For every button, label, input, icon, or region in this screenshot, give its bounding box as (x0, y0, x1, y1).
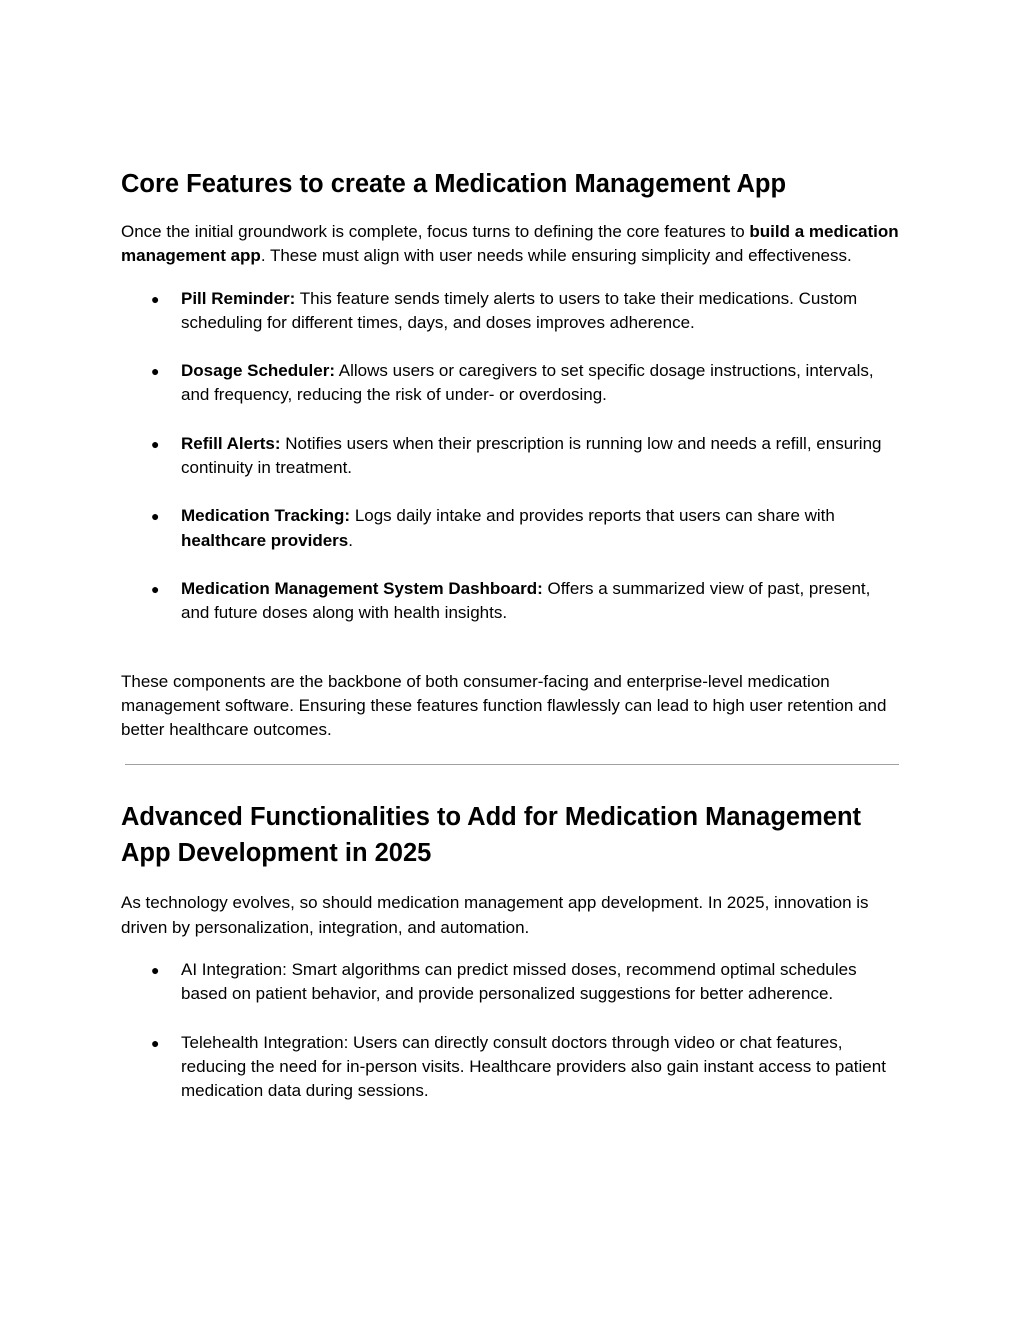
bullet-icon: ● (151, 580, 160, 597)
list-item-refill-alerts (121, 432, 903, 481)
list-item-label: Pill Reminder: (181, 288, 296, 308)
list-item-dosage-scheduler (121, 359, 903, 408)
list-item-label: Medication Tracking: (181, 506, 351, 526)
list-item-label: Refill Alerts: (181, 433, 281, 453)
list-item-dashboard (121, 577, 903, 626)
list-item-medication-tracking (121, 504, 903, 553)
intro-bold-phrase: build a medication management app (121, 222, 899, 266)
bullet-icon: ● (151, 508, 160, 525)
list-item-text: Logs daily intake and provides reports that users can share with (350, 506, 835, 526)
list-item-text: AI Integration: Smart algorithms can predict missed doses, recommend optimal schedules based on patient behavior, and provide personalized suggestions for better adherence. (181, 960, 857, 1004)
list-item-text: This feature sends timely alerts to users to take their medications. Custom scheduling for different times, days, and doses improves adherence. (181, 288, 858, 332)
bullet-icon: ● (151, 363, 160, 380)
intro-text-tail: . These must align with user needs while ensuring simplicity and effectiveness. (260, 246, 852, 266)
bullet-icon: ● (151, 290, 160, 307)
section-heading-core-features: Core Features to create a Medication Management App (121, 170, 787, 198)
bullet-icon: ● (151, 962, 160, 979)
list-item-label: Dosage Scheduler: (181, 361, 335, 381)
list-item-pill-reminder (121, 287, 903, 336)
bullet-icon: ● (151, 435, 160, 452)
list-item-bold-tail: healthcare providers (181, 530, 349, 550)
list-item-text: Allows users or caregivers to set specific dosage instructions, intervals, and frequency, reducing the risk of under- or overdosing. (181, 361, 874, 405)
list-item-text: Notifies users when their prescription is running low and needs a refill, ensuring continuity in treatment. (181, 433, 882, 478)
core-features-intro (121, 220, 903, 269)
core-features-list (121, 287, 903, 626)
list-item-telehealth-integration (121, 1031, 903, 1104)
advanced-functionalities-list (121, 958, 903, 1103)
document-page (121, 166, 903, 1104)
list-item-label: Medication Management System Dashboard: (181, 578, 543, 598)
list-item-text: Telehealth Integration: Users can directly consult doctors through video or chat features, reducing the need for in-person visits. Healthcare providers also gain instant access to patient medication data during sessions. (181, 1032, 886, 1101)
horizontal-divider (125, 764, 899, 765)
list-item-ai-integration (121, 958, 903, 1007)
section-heading-advanced-functionalities: Advanced Functionalities to Add for Medication Management App Development in 2025 (121, 803, 862, 868)
bullet-icon: ● (151, 1034, 160, 1051)
core-features-outro: These components are the backbone of both consumer-facing and enterprise-level medication management software. Ensuring these features function flawlessly can lead to high user retention and better healthcare outcomes. (121, 671, 887, 740)
intro-text: Once the initial groundwork is complete, focus turns to defining the core features to (121, 222, 750, 241)
advanced-functionalities-intro: As technology evolves, so should medication management app development. In 2025, innovation is driven by personalization, integration, and automation. (121, 893, 869, 937)
list-item-tail: . (348, 530, 353, 550)
list-item-text: Offers a summarized view of past, present, and future doses along with health insights. (181, 578, 871, 623)
